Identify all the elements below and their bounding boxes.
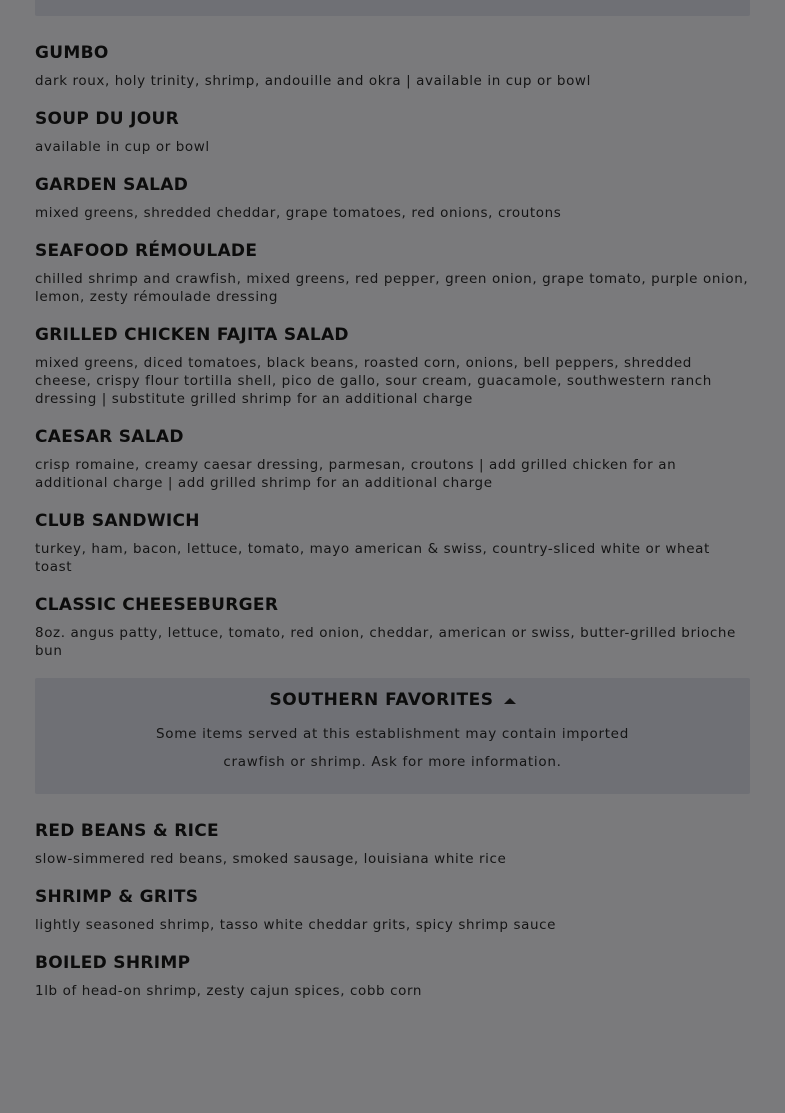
menu-item-description: crisp romaine, creamy caesar dressing, parmesan, croutons | add grilled chicken for an additional charge | add grilled shrimp for an additional charge [35, 457, 677, 491]
section-title: SOUTHERN FAVORITES [269, 690, 494, 710]
caret-up-icon[interactable] [504, 698, 516, 704]
section-note-line-2: crawfish or shrimp. Ask for more information. [223, 754, 562, 770]
menu-item-seafood-remoulade [35, 240, 750, 306]
menu-item-red-beans-rice [35, 820, 750, 868]
menu-item-grilled-chicken-fajita-salad [35, 324, 750, 408]
menu-item-title: SEAFOOD RÉMOULADE [35, 241, 258, 261]
menu-item-description: available in cup or bowl [35, 139, 210, 155]
section-header-southern-favorites[interactable] [35, 678, 750, 794]
menu-item-title: CLUB SANDWICH [35, 511, 200, 531]
menu-item-garden-salad [35, 174, 750, 222]
menu-content [35, 42, 750, 1018]
menu-item-title: SOUP DU JOUR [35, 109, 179, 129]
menu-item-club-sandwich [35, 510, 750, 576]
menu-item-classic-cheeseburger [35, 594, 750, 660]
menu-item-description: slow-simmered red beans, smoked sausage, louisiana white rice [35, 851, 507, 867]
menu-item-description: dark roux, holy trinity, shrimp, andouille and okra | available in cup or bowl [35, 73, 591, 89]
section-toggle[interactable] [55, 690, 730, 710]
menu-item-caesar-salad [35, 426, 750, 492]
menu-item-shrimp-grits [35, 886, 750, 934]
menu-item-title: GARDEN SALAD [35, 175, 189, 195]
menu-item-description: lightly seasoned shrimp, tasso white cheddar grits, spicy shrimp sauce [35, 917, 557, 933]
menu-item-description: 8oz. angus patty, lettuce, tomato, red onion, cheddar, american or swiss, butter-grilled brioche bun [35, 625, 736, 659]
menu-item-description: mixed greens, diced tomatoes, black beans, roasted corn, onions, bell peppers, shredded cheese, crispy flour tortilla shell, pico de gallo, sour cream, guacamole, southwestern ranch dressing | substitute grilled shrimp for an additional charge [35, 355, 712, 407]
menu-item-description: mixed greens, shredded cheddar, grape tomatoes, red onions, croutons [35, 205, 562, 221]
menu-item-title: CLASSIC CHEESEBURGER [35, 595, 279, 615]
menu-item-title: SHRIMP & GRITS [35, 887, 199, 907]
menu-item-title: RED BEANS & RICE [35, 821, 219, 841]
menu-item-description: 1lb of head-on shrimp, zesty cajun spices, cobb corn [35, 983, 423, 999]
menu-item-description: chilled shrimp and crawfish, mixed greens, red pepper, green onion, grape tomato, purple onion, lemon, zesty rémoulade dressing [35, 271, 749, 305]
menu-item-description: turkey, ham, bacon, lettuce, tomato, mayo american & swiss, country-sliced white or wheat toast [35, 541, 710, 575]
menu-item-soup-du-jour [35, 108, 750, 156]
menu-item-title: BOILED SHRIMP [35, 953, 191, 973]
menu-item-boiled-shrimp [35, 952, 750, 1000]
section-note-line-1: Some items served at this establishment may contain imported [156, 726, 629, 742]
menu-item-title: GUMBO [35, 43, 109, 63]
previous-section-header[interactable] [35, 0, 750, 16]
menu-item-gumbo [35, 42, 750, 90]
menu-item-title: GRILLED CHICKEN FAJITA SALAD [35, 325, 349, 345]
menu-item-title: CAESAR SALAD [35, 427, 184, 447]
